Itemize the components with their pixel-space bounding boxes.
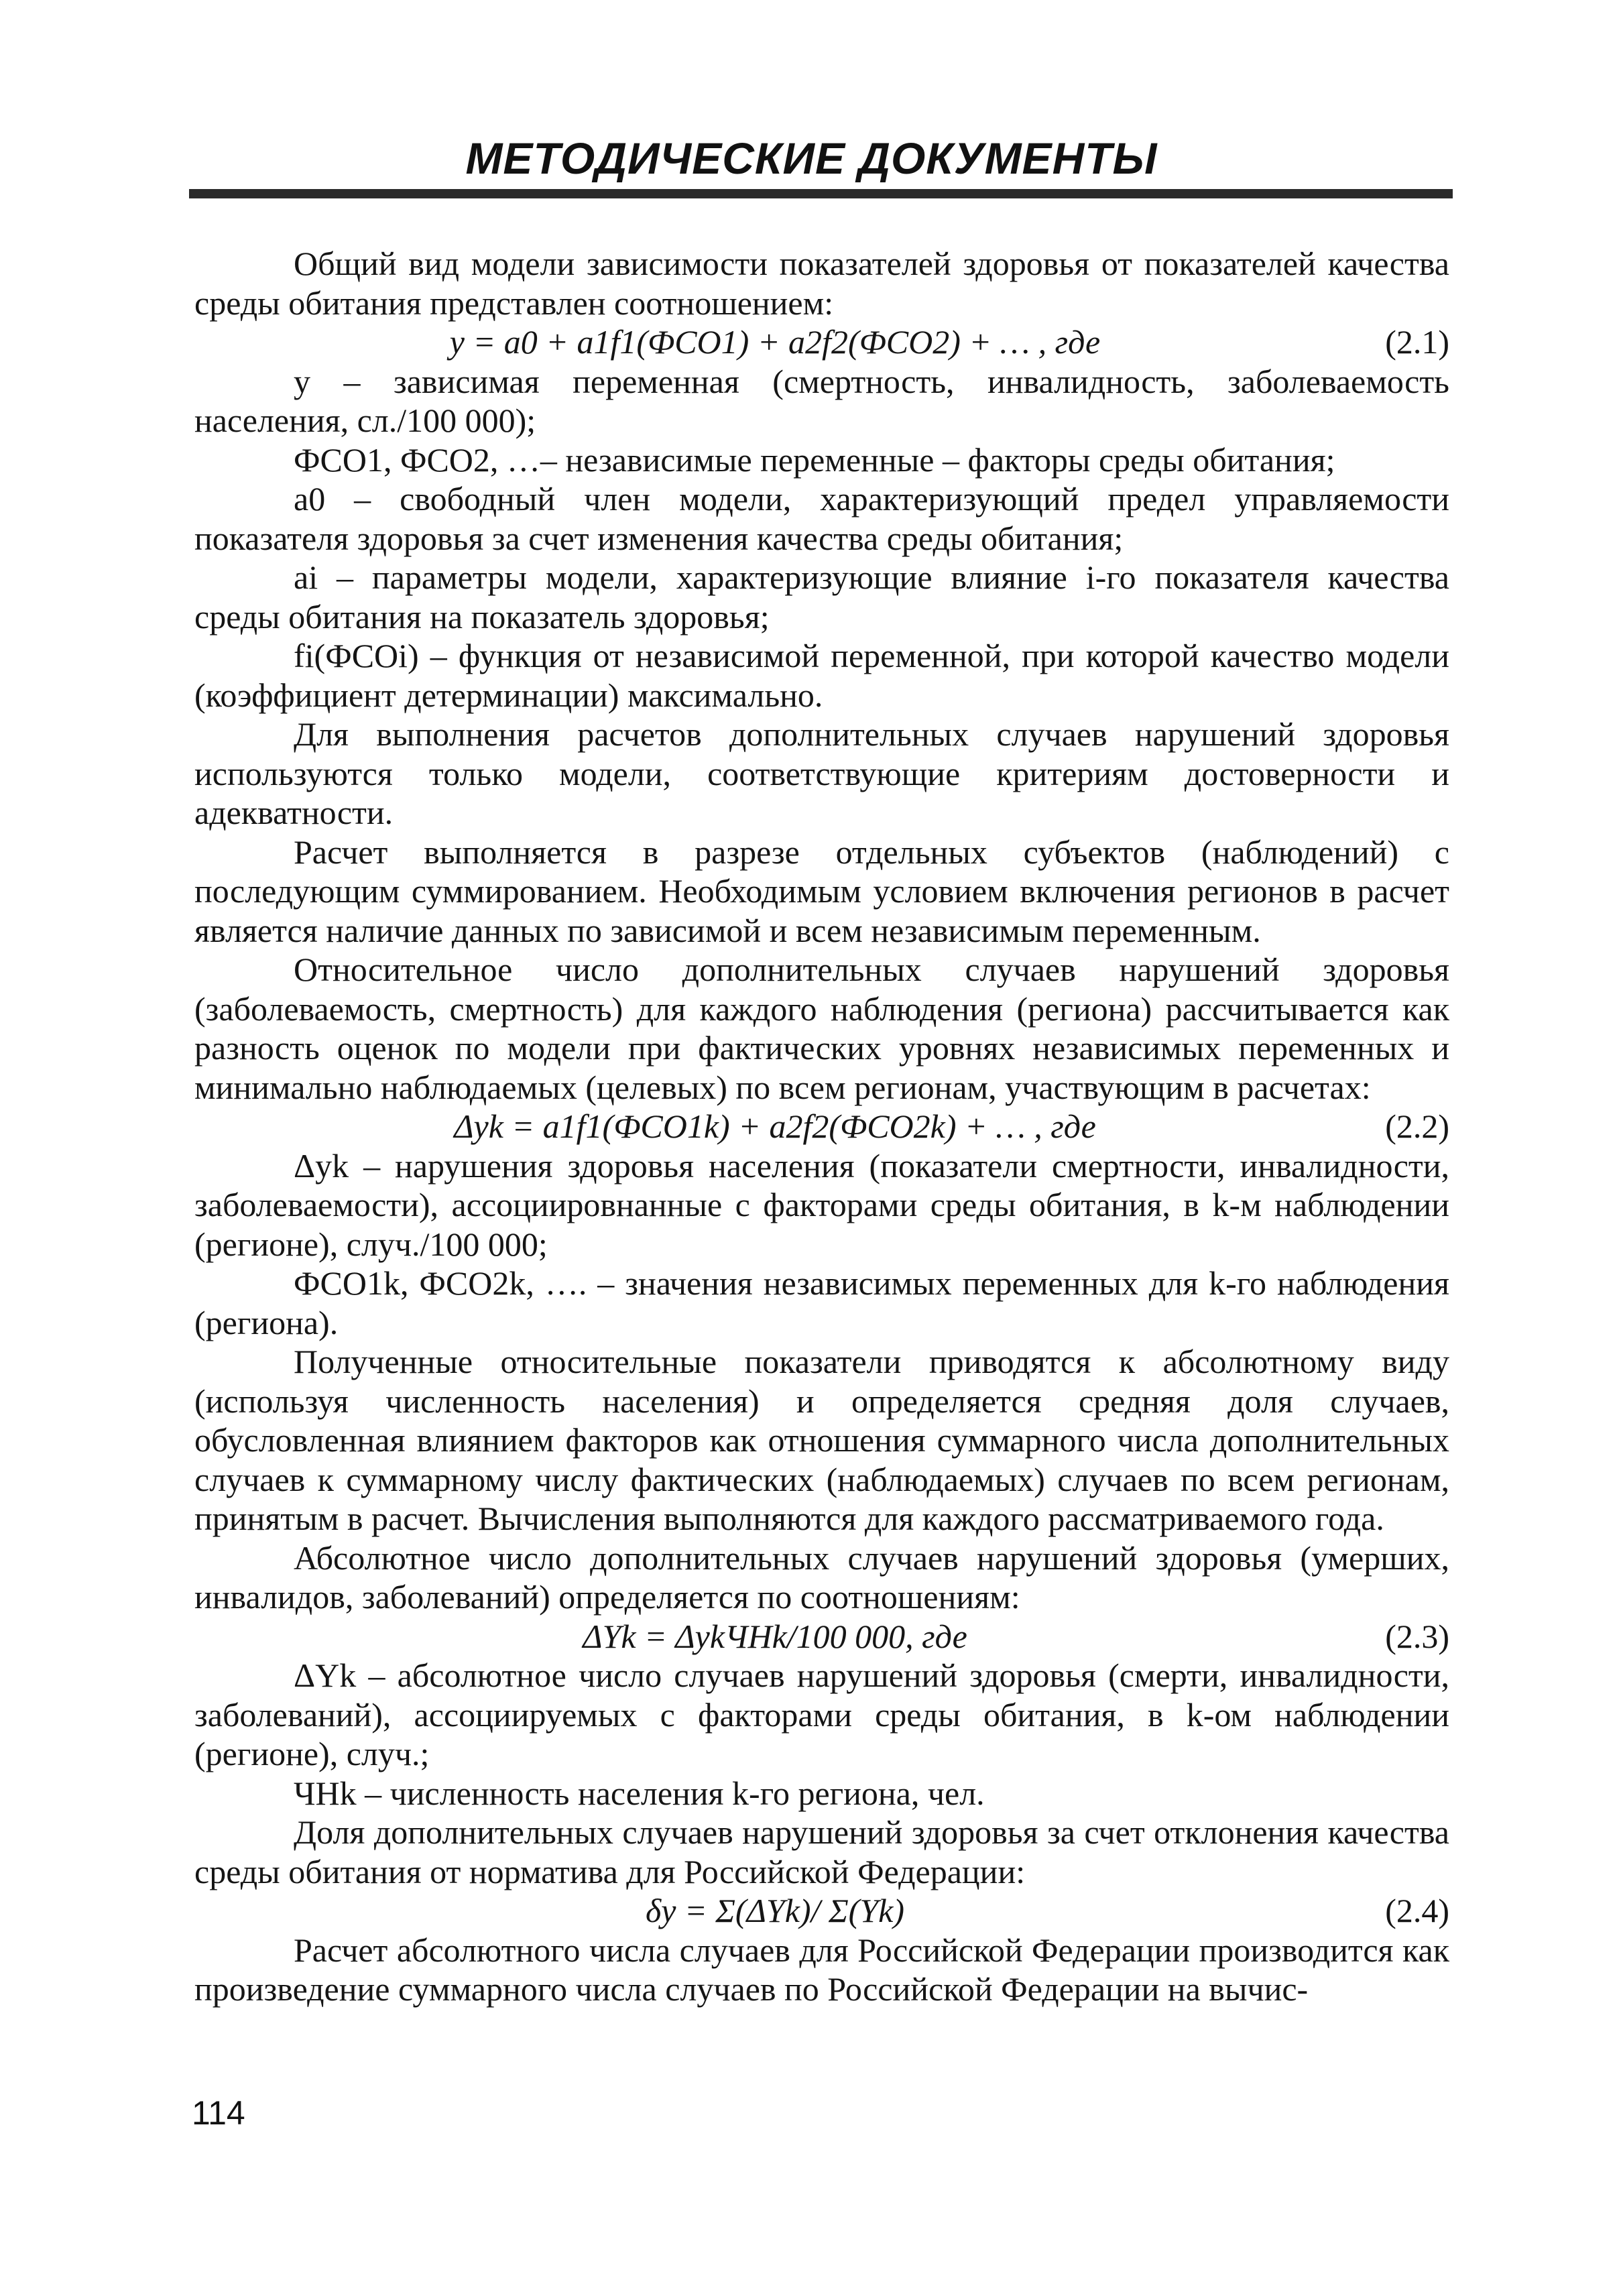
definition: Δyk – нарушения здоровья населения (показатели смертности, инвалидности, заболеваемости), ассоциировнанные с факторами среды обитания, в k-м наблюдении (регионе), случ./100 000; [194, 1146, 1449, 1263]
paragraph: Расчет абсолютного числа случаев для Российской Федерации производится как произведение суммарного числа случаев по Российской Федерации на вычис- [194, 1931, 1449, 2008]
equation-formula: y = a0 + a1f1(ФСО1) + a2f2(ФСО2) + … , где [449, 323, 1101, 361]
paragraph: Расчет выполняется в разрезе отдельных субъектов (наблюдений) с последующим суммированием. Необходимым условием включения регионов в расчет является наличие данных по зависимой и всем независимым переменным. [194, 833, 1449, 949]
definition: y – зависимая переменная (смертность, инвалидность, заболеваемость населения, сл./100 000); [194, 362, 1449, 439]
equation-number: (2.1) [1385, 323, 1449, 361]
definition: a0 – свободный член модели, характеризующий предел управляемости показателя здоровья за счет изменения качества среды обитания; [194, 480, 1449, 557]
equation-number: (2.4) [1385, 1892, 1449, 1929]
paragraph: Относительное число дополнительных случаев нарушений здоровья (заболеваемость, смертность) для каждого наблюдения (региона) рассчитывается как разность оценок по модели при фактических уровнях независимых переменных и минимально наблюдаемых (целевых) по всем регионам, участвующим в расчетах: [194, 951, 1449, 1106]
equation-number: (2.3) [1385, 1617, 1449, 1655]
paragraph: Общий вид модели зависимости показателей здоровья от показателей качества среды обитания представлен соотношением: [194, 245, 1449, 322]
equation-2-3 [194, 1617, 1449, 1656]
page-number: 114 [192, 2094, 245, 2132]
equation-number: (2.2) [1385, 1107, 1449, 1145]
definition: ai – параметры модели, характеризующие влияние i-го показателя качества среды обитания на показатель здоровья; [194, 558, 1449, 636]
paragraph: Доля дополнительных случаев нарушений здоровья за счет отклонения качества среды обитания от норматива для Российской Федерации: [194, 1813, 1449, 1890]
equation-formula: ΔYk = ΔykЧНk/100 000, где [583, 1617, 967, 1655]
definition: fi(ФСОi) – функция от независимой переменной, при которой качество модели (коэффициент детерминации) максимально. [194, 637, 1449, 714]
definition: ЧНk – численность населения k-го региона, чел. [294, 1774, 985, 1812]
paragraph: Для выполнения расчетов дополнительных случаев нарушений здоровья используются только модели, соответствующие критериям достоверности и адекватности. [194, 715, 1449, 831]
equation-formula: δy = Σ(ΔYk)/ Σ(Yk) [646, 1892, 904, 1929]
equation-2-2 [194, 1107, 1449, 1146]
header-rule [189, 189, 1453, 198]
definition: ΔYk – абсолютное число случаев нарушений здоровья (смерти, инвалидности, заболеваний), ассоциируемых с факторами среды обитания, в k-ом наблюдении (регионе), случ.; [194, 1656, 1449, 1772]
paragraph: Полученные относительные показатели приводятся к абсолютному виду (используя численность населения) и определяется средняя доля случаев, обусловленная влиянием факторов как отношения суммарного числа дополнительных случаев к суммарному числу фактических (наблюдаемых) случаев по всем регионам, принятым в расчет. Вычисления выполняются для каждого рассматриваемого года. [194, 1343, 1449, 1537]
running-header: МЕТОДИЧЕСКИЕ ДОКУМЕНТЫ [465, 133, 1158, 183]
equation-2-1 [194, 322, 1449, 362]
definition: ФСО1k, ФСО2k, …. – значения независимых переменных для k-го наблюдения (региона). [194, 1264, 1449, 1341]
paragraph: Абсолютное число дополнительных случаев нарушений здоровья (умерших, инвалидов, заболеваний) определяется по соотношениям: [194, 1538, 1449, 1616]
definition: ФСО1, ФСО2, …– независимые переменные – факторы среды обитания; [294, 440, 1335, 479]
equation-formula: Δyk = a1f1(ФСО1k) + a2f2(ФСО2k) + … , где [454, 1107, 1096, 1145]
page-body [194, 244, 1449, 2009]
equation-2-4 [194, 1891, 1449, 1931]
